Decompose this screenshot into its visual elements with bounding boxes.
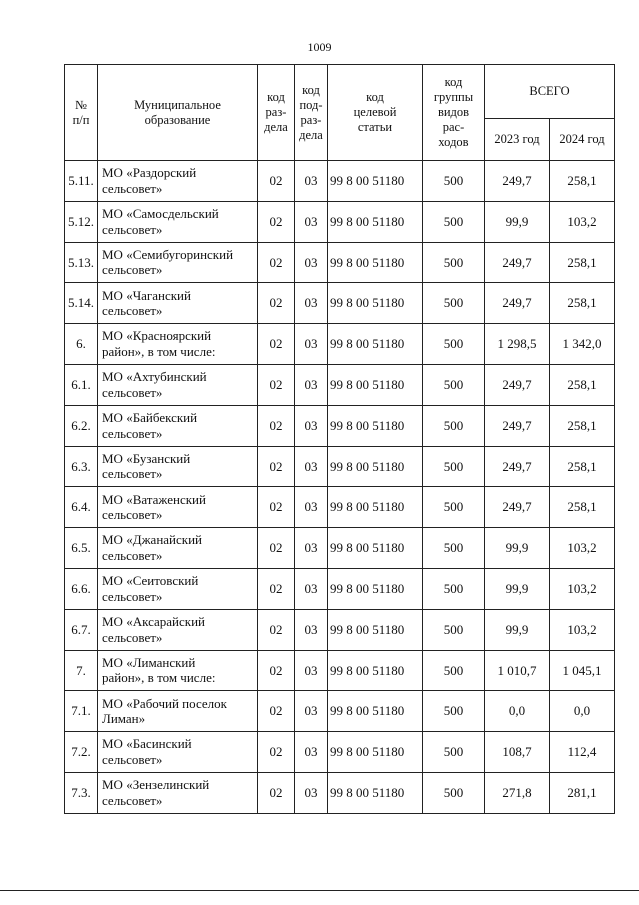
header-section-code: код раз- дела (258, 65, 295, 161)
expense-group-code: 500 (423, 487, 485, 528)
amount-2023: 99,9 (485, 528, 550, 569)
amount-2024: 1 342,0 (550, 324, 615, 365)
target-code: 99 8 00 51180 (328, 242, 423, 283)
table-row (65, 650, 615, 691)
municipality-name: МО «Бузанский сельсовет» (98, 446, 258, 487)
table-row (65, 161, 615, 202)
expense-group-code: 500 (423, 324, 485, 365)
row-number: 6. (65, 324, 98, 365)
row-number: 7. (65, 650, 98, 691)
municipality-name: МО «Рабочий поселок Лиман» (98, 691, 258, 732)
subsection-code: 03 (295, 772, 328, 813)
section-code: 02 (258, 242, 295, 283)
amount-2023: 249,7 (485, 405, 550, 446)
target-code: 99 8 00 51180 (328, 528, 423, 569)
expense-group-code: 500 (423, 405, 485, 446)
amount-2023: 99,9 (485, 201, 550, 242)
row-number: 6.5. (65, 528, 98, 569)
municipality-name: МО «Сеитовский сельсовет» (98, 568, 258, 609)
amount-2024: 112,4 (550, 732, 615, 773)
row-number: 5.12. (65, 201, 98, 242)
municipality-name: МО «Раздорский сельсовет» (98, 161, 258, 202)
expense-group-code: 500 (423, 772, 485, 813)
table-row (65, 691, 615, 732)
amount-2024: 0,0 (550, 691, 615, 732)
amount-2023: 1 010,7 (485, 650, 550, 691)
header-subsection-code: код под- раз- дела (295, 65, 328, 161)
municipality-name: МО «Ватаженский сельсовет» (98, 487, 258, 528)
expense-group-code: 500 (423, 609, 485, 650)
subsection-code: 03 (295, 324, 328, 365)
amount-2024: 258,1 (550, 283, 615, 324)
target-code: 99 8 00 51180 (328, 609, 423, 650)
amount-2024: 103,2 (550, 568, 615, 609)
header-target-code: код целевой статьи (328, 65, 423, 161)
municipality-name: МО «Байбекский сельсовет» (98, 405, 258, 446)
table-row (65, 405, 615, 446)
header-municipality: Муниципальное образование (98, 65, 258, 161)
section-code: 02 (258, 772, 295, 813)
row-number: 6.3. (65, 446, 98, 487)
row-number: 6.1. (65, 364, 98, 405)
amount-2024: 103,2 (550, 201, 615, 242)
amount-2024: 281,1 (550, 772, 615, 813)
section-code: 02 (258, 364, 295, 405)
municipality-name: МО «Самосдельский сельсовет» (98, 201, 258, 242)
section-code: 02 (258, 487, 295, 528)
amount-2023: 99,9 (485, 568, 550, 609)
subsection-code: 03 (295, 283, 328, 324)
municipality-name: МО «Лиманский район», в том числе: (98, 650, 258, 691)
section-code: 02 (258, 446, 295, 487)
table-row (65, 487, 615, 528)
row-number: 5.13. (65, 242, 98, 283)
section-code: 02 (258, 528, 295, 569)
subsection-code: 03 (295, 568, 328, 609)
header-total: ВСЕГО (485, 65, 615, 119)
target-code: 99 8 00 51180 (328, 568, 423, 609)
header-year-2023: 2023 год (485, 119, 550, 161)
amount-2023: 108,7 (485, 732, 550, 773)
municipality-name: МО «Аксарайский сельсовет» (98, 609, 258, 650)
subsection-code: 03 (295, 161, 328, 202)
target-code: 99 8 00 51180 (328, 487, 423, 528)
section-code: 02 (258, 161, 295, 202)
target-code: 99 8 00 51180 (328, 405, 423, 446)
table-row (65, 609, 615, 650)
subsection-code: 03 (295, 650, 328, 691)
subsection-code: 03 (295, 201, 328, 242)
header-expense-group-code: код группы видов рас- ходов (423, 65, 485, 161)
subsection-code: 03 (295, 364, 328, 405)
target-code: 99 8 00 51180 (328, 324, 423, 365)
section-code: 02 (258, 650, 295, 691)
expense-group-code: 500 (423, 650, 485, 691)
row-number: 5.11. (65, 161, 98, 202)
subsection-code: 03 (295, 691, 328, 732)
amount-2023: 249,7 (485, 242, 550, 283)
expense-group-code: 500 (423, 691, 485, 732)
target-code: 99 8 00 51180 (328, 446, 423, 487)
section-code: 02 (258, 732, 295, 773)
table-row (65, 364, 615, 405)
expense-group-code: 500 (423, 446, 485, 487)
target-code: 99 8 00 51180 (328, 732, 423, 773)
table-row (65, 201, 615, 242)
amount-2023: 249,7 (485, 283, 550, 324)
row-number: 6.2. (65, 405, 98, 446)
amount-2023: 1 298,5 (485, 324, 550, 365)
municipality-name: МО «Красноярский район», в том числе: (98, 324, 258, 365)
subsection-code: 03 (295, 405, 328, 446)
expense-group-code: 500 (423, 732, 485, 773)
amount-2024: 258,1 (550, 405, 615, 446)
section-code: 02 (258, 609, 295, 650)
section-code: 02 (258, 405, 295, 446)
table-row (65, 568, 615, 609)
municipality-name: МО «Джанайский сельсовет» (98, 528, 258, 569)
subsection-code: 03 (295, 242, 328, 283)
amount-2024: 1 045,1 (550, 650, 615, 691)
page-number: 1009 (307, 40, 332, 54)
table-row (65, 446, 615, 487)
expense-group-code: 500 (423, 242, 485, 283)
municipality-name: МО «Зензелинский сельсовет» (98, 772, 258, 813)
amount-2024: 103,2 (550, 609, 615, 650)
table-row (65, 283, 615, 324)
row-number: 6.4. (65, 487, 98, 528)
target-code: 99 8 00 51180 (328, 691, 423, 732)
table-row (65, 732, 615, 773)
budget-table (64, 64, 615, 814)
section-code: 02 (258, 568, 295, 609)
target-code: 99 8 00 51180 (328, 650, 423, 691)
amount-2023: 271,8 (485, 772, 550, 813)
table-row (65, 528, 615, 569)
expense-group-code: 500 (423, 364, 485, 405)
table-header (65, 65, 615, 161)
municipality-name: МО «Ахтубинский сельсовет» (98, 364, 258, 405)
target-code: 99 8 00 51180 (328, 772, 423, 813)
table-body (65, 161, 615, 814)
subsection-code: 03 (295, 487, 328, 528)
target-code: 99 8 00 51180 (328, 364, 423, 405)
table-row (65, 324, 615, 365)
amount-2023: 249,7 (485, 364, 550, 405)
amount-2024: 258,1 (550, 446, 615, 487)
amount-2023: 0,0 (485, 691, 550, 732)
row-number: 6.7. (65, 609, 98, 650)
amount-2024: 258,1 (550, 242, 615, 283)
section-code: 02 (258, 324, 295, 365)
expense-group-code: 500 (423, 283, 485, 324)
row-number: 7.2. (65, 732, 98, 773)
expense-group-code: 500 (423, 161, 485, 202)
row-number: 5.14. (65, 283, 98, 324)
row-number: 7.1. (65, 691, 98, 732)
expense-group-code: 500 (423, 528, 485, 569)
municipality-name: МО «Басинский сельсовет» (98, 732, 258, 773)
amount-2024: 258,1 (550, 487, 615, 528)
table-row (65, 772, 615, 813)
amount-2023: 99,9 (485, 609, 550, 650)
municipality-name: МО «Семибугоринский сельсовет» (98, 242, 258, 283)
target-code: 99 8 00 51180 (328, 161, 423, 202)
section-code: 02 (258, 691, 295, 732)
municipality-name: МО «Чаганский сельсовет» (98, 283, 258, 324)
subsection-code: 03 (295, 732, 328, 773)
row-number: 6.6. (65, 568, 98, 609)
amount-2023: 249,7 (485, 487, 550, 528)
header-year-2024: 2024 год (550, 119, 615, 161)
subsection-code: 03 (295, 528, 328, 569)
expense-group-code: 500 (423, 568, 485, 609)
target-code: 99 8 00 51180 (328, 283, 423, 324)
section-code: 02 (258, 283, 295, 324)
header-num: № п/п (65, 65, 98, 161)
amount-2023: 249,7 (485, 446, 550, 487)
expense-group-code: 500 (423, 201, 485, 242)
subsection-code: 03 (295, 609, 328, 650)
amount-2024: 258,1 (550, 364, 615, 405)
section-code: 02 (258, 201, 295, 242)
row-number: 7.3. (65, 772, 98, 813)
target-code: 99 8 00 51180 (328, 201, 423, 242)
amount-2024: 103,2 (550, 528, 615, 569)
amount-2024: 258,1 (550, 161, 615, 202)
table-row (65, 242, 615, 283)
subsection-code: 03 (295, 446, 328, 487)
page-bottom-rule (0, 890, 639, 891)
amount-2023: 249,7 (485, 161, 550, 202)
